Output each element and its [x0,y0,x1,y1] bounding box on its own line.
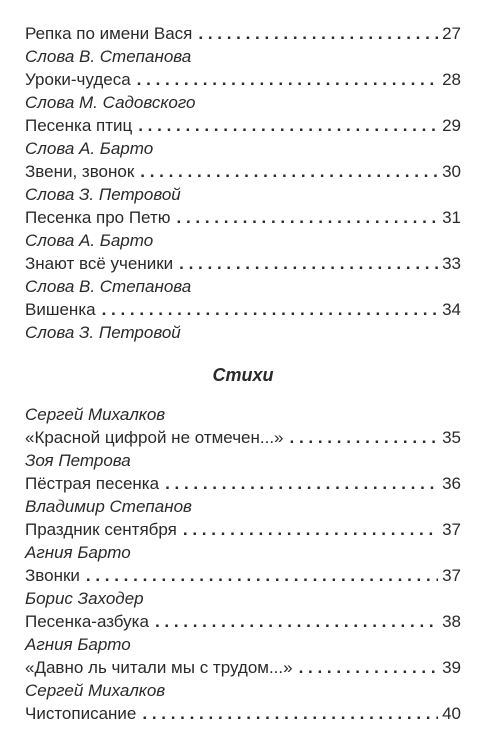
entry-author: Слова В. Степанова [25,277,192,296]
entry-author: Слова З. Петровой [25,185,181,204]
toc-line [25,206,461,229]
toc-section-poems [25,403,461,725]
toc-section-songs [25,22,461,344]
toc-line [25,298,461,321]
toc-entry [25,449,461,495]
entry-author: Владимир Степанов [25,497,192,516]
toc-line [25,564,461,587]
toc-entry [25,633,461,679]
toc-entry [25,495,461,541]
toc-entry [25,679,461,725]
toc-line [25,518,461,541]
toc-entry [25,206,461,252]
page-number: 40 [442,704,461,723]
entry-title: Песенка-азбука [25,612,149,631]
page-number: 29 [442,116,461,135]
page-number: 27 [442,24,461,43]
toc-entry [25,22,461,68]
entry-author: Борис Заходер [25,589,144,608]
toc-entry [25,587,461,633]
entry-author: Зоя Петрова [25,451,131,470]
entry-title: Праздник сентября [25,520,177,539]
entry-title: Чистописание [25,704,137,723]
entry-author: Сергей Михалков [25,681,166,700]
dot-leader [86,564,438,587]
dot-leader [179,252,438,275]
entry-author: Слова З. Петровой [25,323,181,342]
entry-author: Агния Барто [25,635,131,654]
entry-title: «Красной цифрой не отмечен...» [25,428,284,447]
page-number: 33 [442,254,461,273]
toc-line [25,656,461,679]
entry-title: Уроки-чудеса [25,70,131,89]
dot-leader [137,68,438,91]
toc-line [25,160,461,183]
toc-line [25,610,461,633]
entry-title: Вишенка [25,300,96,319]
dot-leader [183,518,438,541]
entry-title: Пёстрая песенка [25,474,160,493]
toc-line [25,114,461,137]
dot-leader [299,656,438,679]
page-number: 31 [442,208,461,227]
page-number: 36 [442,474,461,493]
page-number: 37 [442,520,461,539]
dot-leader [142,702,438,725]
toc-entry [25,114,461,160]
entry-title: Звени, звонок [25,162,135,181]
entry-title: Песенка птиц [25,116,133,135]
entry-author: Слова А. Барто [25,139,154,158]
toc-entry [25,68,461,114]
dot-leader [198,22,438,45]
toc-line [25,426,461,449]
page-number: 37 [442,566,461,585]
entry-author: Слова В. Степанова [25,47,192,66]
section-heading: Стихи [212,365,274,385]
entry-title: Песенка про Петю [25,208,171,227]
page-number: 39 [442,658,461,677]
dot-leader [155,610,438,633]
entry-author: Слова А. Барто [25,231,154,250]
page-number: 28 [442,70,461,89]
entry-author: Агния Барто [25,543,131,562]
dot-leader [290,426,439,449]
page-number: 30 [442,162,461,181]
toc-line [25,472,461,495]
dot-leader [177,206,439,229]
entry-author: Сергей Михалков [25,405,166,424]
toc-entry [25,160,461,206]
table-of-contents [25,22,461,725]
toc-entry [25,298,461,344]
dot-leader [165,472,438,495]
entry-title: Знают всё ученики [25,254,174,273]
toc-line [25,252,461,275]
toc-entry [25,252,461,298]
page-number: 35 [442,428,461,447]
page-number: 38 [442,612,461,631]
toc-line [25,702,461,725]
entry-author: Слова М. Садовского [25,93,196,112]
page-number: 34 [442,300,461,319]
dot-leader [102,298,438,321]
entry-title: «Давно ль читали мы с трудом...» [25,658,293,677]
dot-leader [138,114,438,137]
toc-entry [25,403,461,449]
dot-leader [140,160,438,183]
toc-line [25,22,461,45]
entry-title: Репка по имени Вася [25,24,193,43]
toc-entry [25,541,461,587]
toc-line [25,68,461,91]
entry-title: Звонки [25,566,80,585]
